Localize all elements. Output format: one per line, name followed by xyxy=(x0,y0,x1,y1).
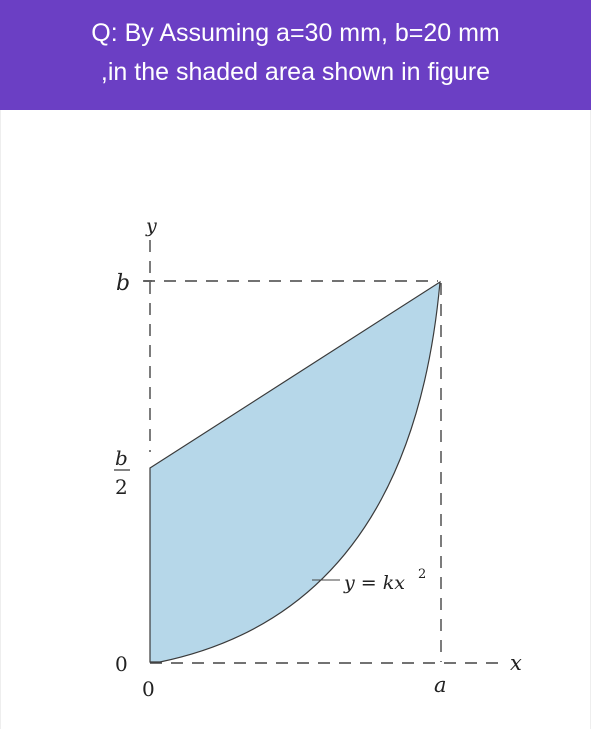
a-label: a xyxy=(434,673,447,697)
curve-equation-label: y = kx xyxy=(344,572,405,594)
b-top-label: b xyxy=(116,271,131,296)
x-zero-label: 0 xyxy=(142,677,155,701)
shaded-region xyxy=(150,282,440,662)
b-half-denominator: 2 xyxy=(115,475,128,499)
y-zero-label: 0 xyxy=(115,652,128,676)
y-axis-label: y xyxy=(146,215,157,237)
curve-equation-exponent: 2 xyxy=(418,567,427,582)
question-line-2: ,in the shaded area shown in figure xyxy=(100,58,491,86)
x-axis-label: x xyxy=(510,651,522,675)
b-half-numerator: b xyxy=(115,446,128,470)
question-line-1: Q: By Assuming a=30 mm, b=20 mm xyxy=(91,19,500,47)
